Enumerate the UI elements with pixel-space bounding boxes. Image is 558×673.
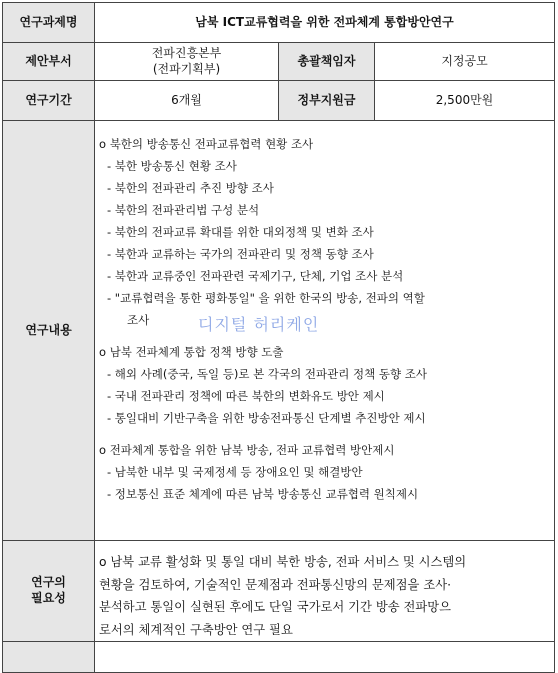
necessity-body (95, 541, 555, 642)
section2-item: - 해외 사례(중국, 독일 등)로 본 각국의 전파관리 정책 동향 조사 (107, 367, 427, 381)
section1-item: - 북한과 교류중인 전파관련 국제기구, 단체, 기업 조사 분석 (107, 269, 404, 283)
dept-value (95, 43, 279, 81)
necessity-row (3, 541, 555, 642)
necessity-label-line-1: 연구의 (31, 575, 66, 590)
content-label: 연구내용 (3, 121, 95, 541)
trailing-label-cell (3, 642, 95, 673)
necessity-line: 로서의 체계적인 구축방안 연구 필요 (99, 622, 293, 637)
section1-item: - 북한의 전파관리 추진 방향 조사 (107, 181, 274, 195)
necessity-line: 분석하고 통일이 실현된 후에도 단일 국가로서 기간 방송 전파망으 (99, 600, 451, 614)
section3-item: - 정보통신 표준 체계에 따른 남북 방송통신 교류협력 원칙제시 (107, 487, 419, 501)
trailing-body-cell (95, 642, 555, 673)
section1-item: - 북한의 전파관리법 구성 분석 (107, 203, 260, 217)
fund-value: 2,500만원 (375, 81, 555, 121)
period-row (3, 81, 555, 121)
content-body (95, 121, 555, 541)
section-gap (99, 331, 548, 341)
necessity-line: 현황을 검토하여, 기술적인 문제점과 전파통신망의 문제점을 조사· (99, 577, 451, 592)
research-proposal-table (2, 2, 555, 673)
dept-value-line-1: 전파진흥본부 (151, 45, 222, 60)
necessity-label (3, 541, 95, 642)
title-value: 남북 ICT교류협력을 위한 전파체계 통합방안연구 (95, 3, 555, 43)
section-gap (99, 429, 548, 439)
dept-row (3, 43, 555, 81)
manager-label: 총괄책임자 (279, 43, 375, 81)
section1-item: - 북한과 교류하는 국가의 전파관리 및 정책 동향 조사 (107, 247, 374, 261)
dept-label: 제안부서 (3, 43, 95, 81)
dept-value-line-2: (전파기획부) (152, 61, 221, 76)
trailing-row (3, 642, 555, 673)
manager-value: 지정공모 (375, 43, 555, 81)
period-value: 6개월 (95, 81, 279, 121)
fund-label: 정부지원금 (279, 81, 375, 121)
necessity-line: o 남북 교류 활성화 및 통일 대비 북한 방송, 전파 서비스 및 시스템의 (99, 555, 467, 569)
necessity-label-line-2: 필요성 (31, 591, 66, 605)
section3-heading: o 전파체계 통합을 위한 남북 방송, 전파 교류협력 방안제시 (99, 443, 395, 457)
title-row (3, 3, 555, 43)
section1-item-last: - "교류협력을 통한 평화통일" 을 위한 한국의 방송, 전파의 역할 (107, 291, 425, 305)
title-label: 연구과제명 (3, 3, 95, 43)
section1-item-last-cont: 조사 (127, 313, 150, 327)
section2-heading: o 남북 전파체계 통합 정책 방향 도출 (99, 345, 284, 359)
section1-item: - 북한의 전파교류 확대를 위한 대외정책 및 변화 조사 (107, 225, 374, 239)
section2-item: - 국내 전파관리 정책에 따른 북한의 변화유도 방안 제시 (107, 389, 385, 403)
section1-item: - 북한 방송통신 현황 조사 (107, 159, 237, 173)
section1-heading: o 북한의 방송통신 전파교류협력 현황 조사 (99, 137, 314, 151)
watermark-text: 디지털 허리케인 (198, 315, 320, 334)
section3-item: - 남북한 내부 및 국제정세 등 장애요인 및 해결방안 (107, 465, 363, 479)
period-label: 연구기간 (3, 81, 95, 121)
section2-item: - 통일대비 기반구축을 위한 방송전파통신 단계별 추진방안 제시 (107, 411, 426, 425)
